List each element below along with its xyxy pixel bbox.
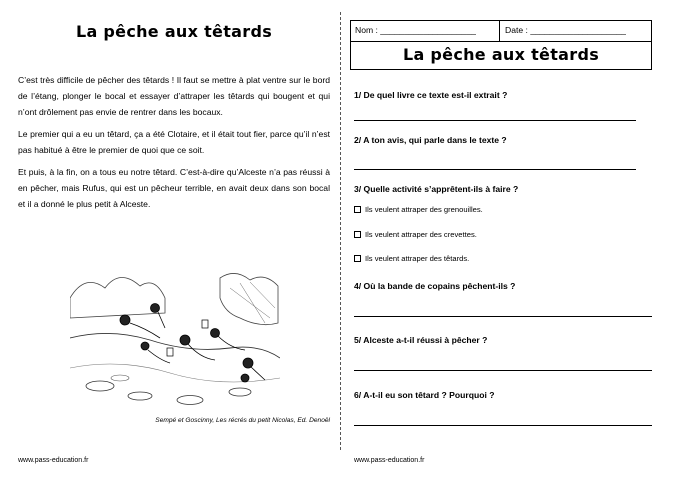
answer-line-4[interactable] xyxy=(354,316,652,317)
option-2[interactable] xyxy=(354,230,477,239)
story-text xyxy=(18,72,330,218)
question-5: 5/ Alceste a-t-il réussi à pêcher ? xyxy=(354,335,488,345)
option-1-label: Ils veulent attraper des grenouilles. xyxy=(365,205,483,214)
name-field[interactable]: Nom : ____________________ xyxy=(355,25,476,35)
paragraph-3: Et puis, à la fin, on a tous eu notre têtard. C’est-à-dire qu’Alceste n’a pas réussi à en pêcher, mais Rufus, qui est un pêcheur terrible, en avait deux dans son bocal et il a donné le plus petit à Alceste. xyxy=(18,167,330,209)
footer-url-right: www.pass-education.fr xyxy=(354,457,425,464)
option-3-label: Ils veulent attraper des têtards. xyxy=(365,254,470,263)
fold-divider xyxy=(340,12,341,450)
header-box xyxy=(350,20,652,70)
page-title: La pêche aux têtards xyxy=(75,22,273,41)
answer-line-6[interactable] xyxy=(354,425,652,426)
questions-page xyxy=(350,0,662,480)
illustration-credit: Sempé et Goscinny, Les récrés du petit Nicolas, Ed. Denoël xyxy=(155,417,330,424)
question-4: 4/ Où la bande de copains pêchent-ils ? xyxy=(354,281,516,291)
question-1: 1/ De quel livre ce texte est-il extrait ? xyxy=(354,90,508,100)
illustration xyxy=(70,268,280,410)
paragraph-1: C’est très difficile de pêcher des têtards ! Il faut se mettre à plat ventre sur le bord de l’étang, plonger le bocal et essayer d’attraper les têtards qui bougent et qui n’ont drôlement pas envie de rentrer dans les bocaux. xyxy=(18,75,330,117)
question-6: 6/ A-t-il eu son têtard ? Pourquoi ? xyxy=(354,390,495,400)
answer-line-5[interactable] xyxy=(354,370,652,371)
question-3: 3/ Quelle activité s’apprêtent-ils à faire ? xyxy=(354,184,519,194)
checkbox-1[interactable] xyxy=(354,206,361,213)
date-field[interactable]: Date : ____________________ xyxy=(505,25,626,35)
answer-line-2[interactable] xyxy=(354,169,636,170)
option-1[interactable] xyxy=(354,205,483,214)
checkbox-3[interactable] xyxy=(354,255,361,262)
checkbox-2[interactable] xyxy=(354,231,361,238)
option-3[interactable] xyxy=(354,254,469,263)
header-row xyxy=(351,21,651,42)
answer-line-1[interactable] xyxy=(354,120,636,121)
paragraph-2: Le premier qui a eu un têtard, ça a été Clotaire, et il était tout fier, parce qu’il n’est pas habitué à être le premier de quoi que ce soit. xyxy=(18,129,330,155)
footer-url-left: www.pass-education.fr xyxy=(18,457,89,464)
option-2-label: Ils veulent attraper des crevettes. xyxy=(365,230,477,239)
worksheet-title: La pêche aux têtards xyxy=(402,45,600,64)
header-separator xyxy=(499,21,500,41)
question-2: 2/ A ton avis, qui parle dans le texte ? xyxy=(354,135,507,145)
reading-page xyxy=(18,0,330,480)
